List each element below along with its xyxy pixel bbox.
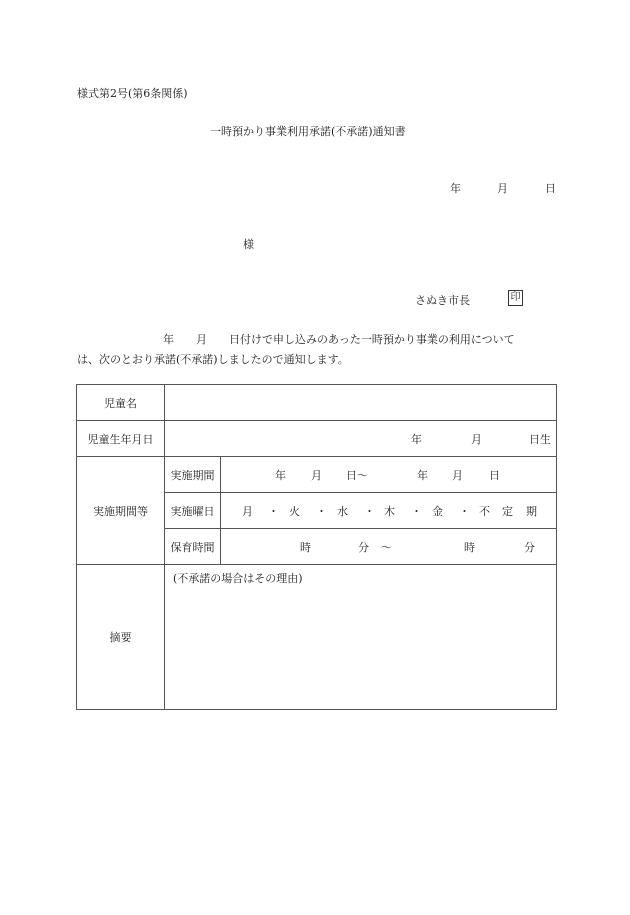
remarks-note: (不承諾の場合はその理由)	[173, 572, 303, 585]
period-year-2: 年	[417, 468, 428, 482]
child-name-label: 児童名	[77, 385, 165, 421]
weekday-field[interactable]	[221, 493, 557, 529]
row-birthdate	[77, 421, 557, 457]
weekday-label: 実施曜日	[165, 493, 221, 529]
body-line-1: 年 月 日付けで申し込みのあった一時預かり事業の利用について	[163, 333, 515, 346]
body-paragraph	[77, 330, 557, 370]
care-hour-1: 時	[300, 540, 311, 554]
period-month-2: 月	[452, 468, 463, 482]
period-month-1: 月	[311, 468, 322, 482]
addressee-suffix: 様	[243, 238, 254, 251]
period-day-2: 日	[489, 468, 500, 482]
body-line-2: は、次のとおり承諾(不承諾)しましたので通知します。	[77, 353, 349, 366]
remarks-label: 摘要	[77, 565, 165, 710]
period-field[interactable]	[221, 457, 557, 493]
separator: ・	[411, 504, 422, 518]
document-title: 一時預かり事業利用承諾(不承諾)通知書	[210, 125, 406, 138]
period-label: 実施期間	[165, 457, 221, 493]
care-minute-1: 分	[358, 540, 369, 554]
irregular-char-3[interactable]: 期	[526, 504, 537, 518]
period-group-label: 実施期間等	[77, 457, 165, 565]
care-time-label: 保育時間	[165, 529, 221, 565]
date-year: 年	[450, 182, 461, 195]
care-minute-2: 分	[524, 540, 535, 554]
row-remarks	[77, 565, 557, 710]
separator: ・	[268, 504, 279, 518]
care-hour-2: 時	[464, 540, 475, 554]
care-time-field[interactable]	[221, 529, 557, 565]
notification-table	[76, 384, 557, 710]
irregular-char-2[interactable]: 定	[502, 504, 513, 518]
child-name-field[interactable]	[165, 385, 557, 421]
period-day-1: 日〜	[346, 468, 368, 482]
weekday-wed[interactable]: 水	[337, 504, 348, 518]
birthdate-label: 児童生年月日	[77, 421, 165, 457]
weekday-thu[interactable]: 木	[384, 504, 395, 518]
seal-stamp-icon: 印	[508, 290, 523, 306]
date-day: 日	[545, 182, 556, 195]
birth-month-unit: 月	[471, 432, 482, 446]
separator: ・	[364, 504, 375, 518]
row-period	[77, 457, 557, 493]
birthdate-field[interactable]	[165, 421, 557, 457]
row-child-name	[77, 385, 557, 421]
sender-name: さぬき市長	[415, 294, 470, 307]
remarks-field[interactable]	[165, 565, 557, 710]
separator: ・	[316, 504, 327, 518]
separator: ・	[459, 504, 470, 518]
birth-year-unit: 年	[411, 432, 422, 446]
birth-day-unit: 日生	[529, 432, 551, 446]
form-number: 様式第2号(第6条関係)	[77, 87, 188, 100]
irregular-char-1[interactable]: 不	[479, 504, 490, 518]
weekday-mon[interactable]: 月	[242, 504, 253, 518]
weekday-fri[interactable]: 金	[432, 504, 443, 518]
tilde: 〜	[381, 540, 392, 554]
date-month: 月	[497, 182, 508, 195]
weekday-tue[interactable]: 火	[289, 504, 300, 518]
period-year-1: 年	[275, 468, 286, 482]
